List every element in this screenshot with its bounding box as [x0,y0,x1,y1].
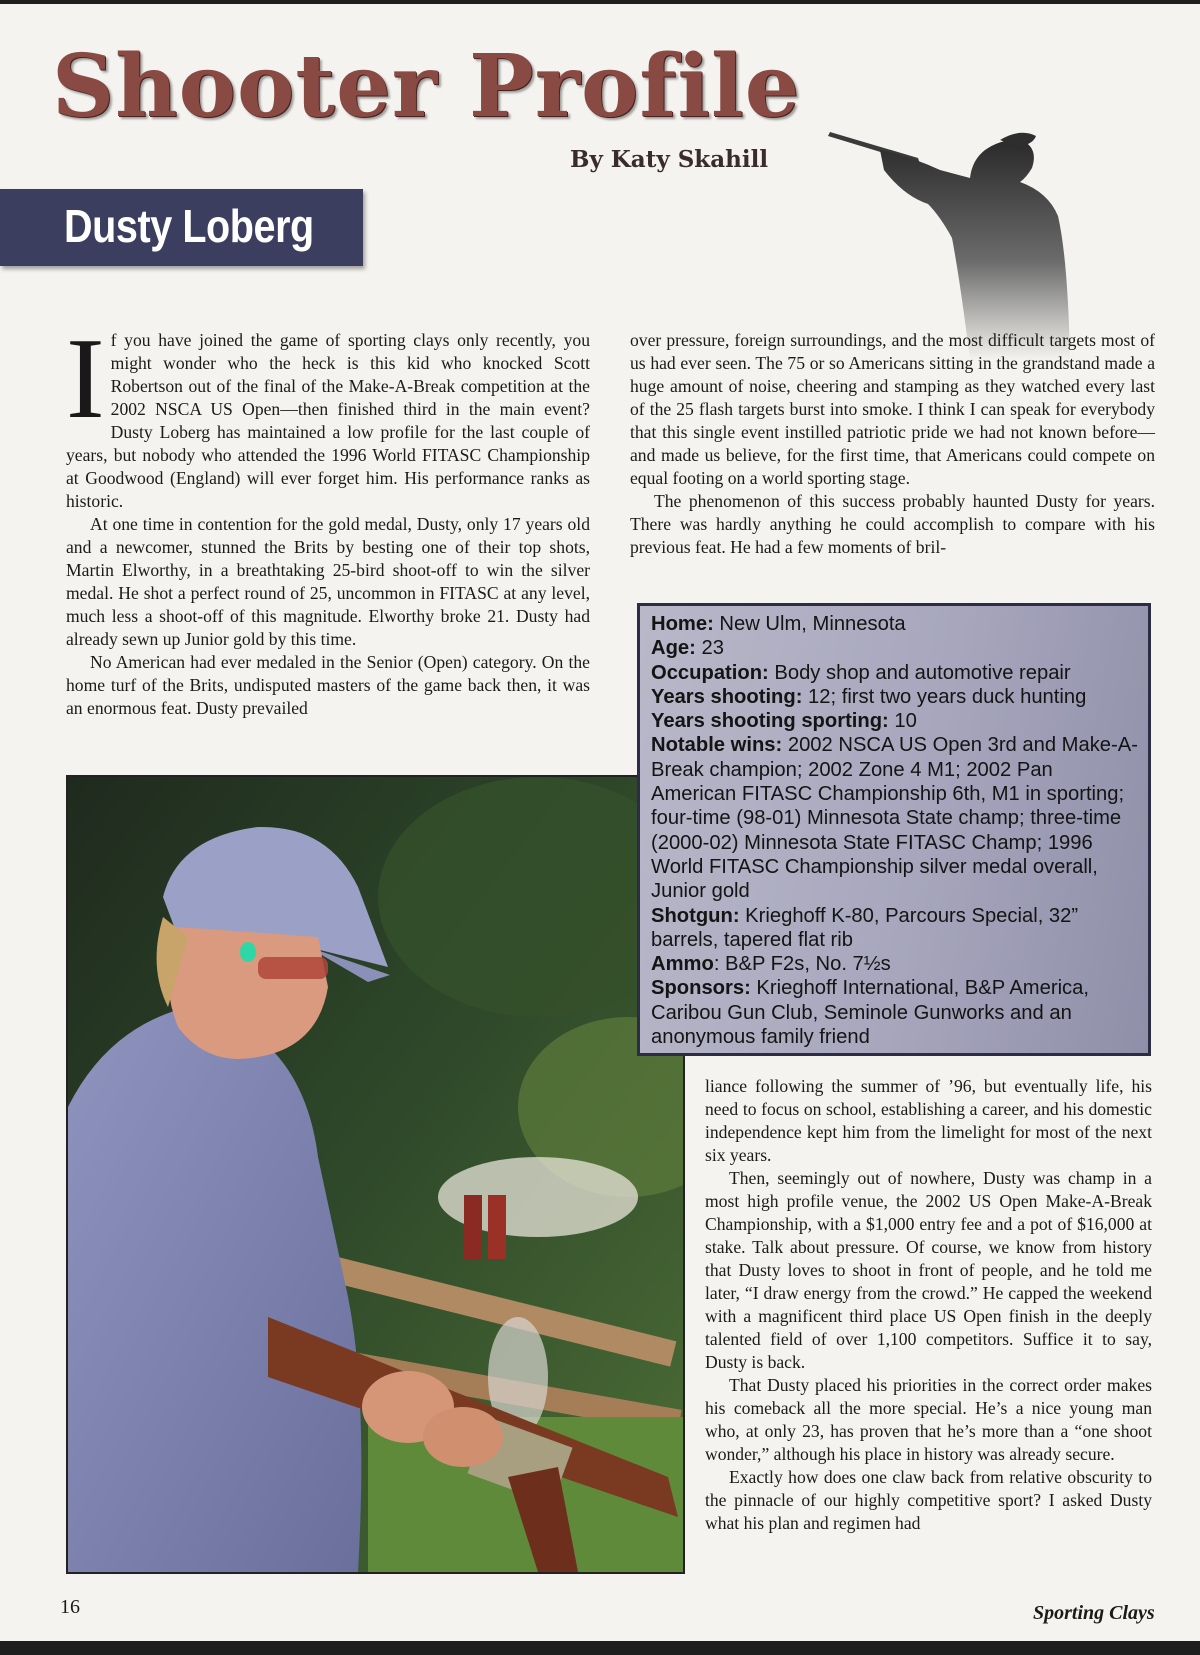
photo-illustration [68,777,683,1572]
profile-name: Dusty Loberg [64,200,314,252]
article-paragraph: over pressure, foreign surroundings, and the most difficult targets most of us had ever seen. The 75 or so Americans sitting in the grandstand made a huge amount of noise, cheering and stamping as they watched every last of the 25 flash targets burst into smoke. I think I can speak for everybody that this single event instilled patriotic pride we had not known before—and made us believe, for the first time, that Americans could compete on equal footing on a world sporting stage. [630,330,1155,488]
fact-home: Home: New Ulm, Minnesota [651,613,906,635]
article-paragraph: Exactly how does one claw back from relative obscurity to the pinnacle of our highly competitive sport? I asked Dusty what his plan and regimen had [705,1467,1152,1533]
article-paragraph: If you have joined the game of sporting clays only recently, you might wonder who the heck is this kid who knocked Scott Robertson out of the final of the Make-A-Break competition at the 2002 NSCA US Open—then finished third in the main event? Dusty Loberg has maintained a low profile for the last couple of years, but nobody who attended the 1996 World FITASC Championship at Goodwood (England) will ever forget him. His performance ranks as historic. [66,315,590,511]
article-paragraph: The phenomenon of this success probably haunted Dusty for years. There was hardly anything he could accomplish to compare with his previous feat. He had a few moments of bril- [630,491,1155,557]
bottom-rule [0,1641,1200,1655]
article-paragraph: No American had ever medaled in the Senior (Open) category. On the home turf of the Brits, undisputed masters of the game back then, it was an enormous feat. Dusty prevailed [66,652,590,718]
article-paragraph: That Dusty placed his priorities in the correct order makes his comeback all the more special. He’s a nice young man who, at only 23, has proven that he’s more than a “one shoot wonder,” although his place in history was already secure. [705,1375,1152,1464]
shooter-silhouette-illustration [820,120,1120,360]
article-column-right [630,329,1155,559]
section-title: Shooter Profile [52,36,801,137]
fact-age: Age: 23 [651,637,724,660]
article-paragraph: At one time in contention for the gold medal, Dusty, only 17 years old and a newcomer, stunned the Brits by besting one of their top shots, Martin Elworthy, in a breathtaking 25-bird shoot-off to win the silver medal. He shot a perfect round of 25, uncommon in FITASC at any level, much less a shoot-off of this magnitude. Elworthy broke 21. Dusty had already sewn up Junior gold by this time. [66,514,590,649]
article-paragraph: Then, seemingly out of nowhere, Dusty was champ in a most high profile venue, the 2002 US Open Make-A-Break Championship, with a $1,000 entry fee and a pot of $16,000 at stake. Talk about pressure. Of course, we know from history that Dusty loves to shoot in front of people, and he told me later, “I draw energy from the crowd.” He capped the weekend with a magnificent third place US Open finish in the deeply talented field of over 1,100 competitors. Suffice it to say, Dusty is back. [705,1168,1152,1372]
article-column-bottom [705,1075,1152,1535]
fact-occupation: Occupation: Body shop and automotive repair [651,661,1071,684]
profile-name-banner [0,189,363,266]
fact-years-sporting: Years shooting sporting: 10 [651,710,917,733]
fact-notable-wins: Notable wins: 2002 NSCA US Open 3rd and Make-A-Break champion; 2002 Zone 4 M1; 2002 Pan American FITASC Championship 6th, M1 in sporting; four-time (98-01) Minnesota State champ; three-time (2000-02) Minnesota State FITASC Champ; 1996 World FITASC Championship silver medal overall, Junior gold [651,734,1138,903]
fact-sponsors: Sponsors: Krieghoff International, B&P America, Caribou Gun Club, Seminole Gunworks and an anonymous family friend [651,977,1089,1049]
profile-facts-box [637,603,1151,1056]
magazine-name: Sporting Clays [1033,1602,1155,1624]
byline: By Katy Skahill [570,146,769,173]
top-rule [0,0,1200,4]
article-paragraph: liance following the summer of ’96, but eventually life, his need to focus on school, establishing a career, and his domestic independence kept him from the limelight for most of the next six years. [705,1076,1152,1165]
fact-years-shooting: Years shooting: 12; first two years duck hunting [651,685,1087,708]
fact-ammo: Ammo: B&P F2s, No. 7½s [651,953,891,976]
drop-cap: I [66,315,105,443]
fact-shotgun: Shotgun: Krieghoff K-80, Parcours Special, 32” barrels, tapered flat rib [651,904,1079,951]
shooter-photo [66,775,685,1574]
page-number: 16 [60,1596,80,1618]
article-column-left [66,315,590,720]
